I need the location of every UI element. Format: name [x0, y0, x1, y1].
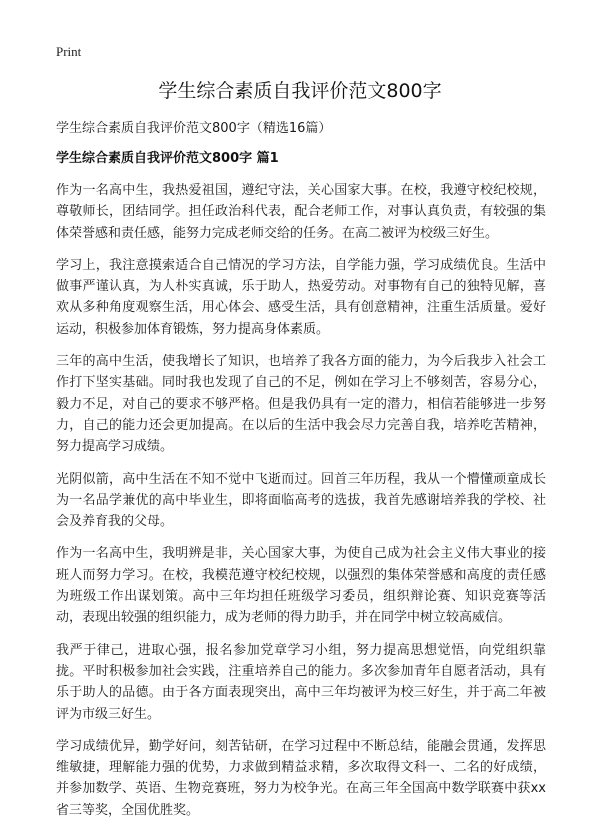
section-heading: 学生综合素质自我评价范文800字 篇1 [56, 151, 279, 166]
article-body [56, 180, 546, 832]
paragraph: 作为一名高中生，我热爱祖国，遵纪守法，关心国家大事。在校，我遵守校纪校规，尊敬师长，团结同学。担任政治科代表，配合老师工作，对事认真负责，有较强的集体荣誉感和责任感，能努力完成老师交给的任务。在高二被评为校级三好生。 [56, 183, 546, 241]
paragraph: 光阴似箭，高中生活在不知不觉中飞逝而过。回首三年历程，我从一个懵懂顽童成长为一名品学兼优的高中毕业生，即将面临高考的选拔，我首先感谢培养我的学校、社会及养育我的父母。 [56, 471, 546, 530]
document-subtitle: 学生综合素质自我评价范文800字（精选16篇） [56, 121, 332, 136]
paragraph: 学习成绩优异，勤学好问，刻苦钻研，在学习过程中不断总结，能融会贯通，发挥思维敏捷，理解能力强的优势，力求做到精益求精，多次取得文科一、二名的好成绩，并参加数学、英语、生物竞赛班，努力为校争光。在高三年全国高中数学联赛中获xx省三等奖，全国优胜奖。 [56, 738, 546, 818]
paragraph: 三年的高中生活，使我增长了知识，也培养了我各方面的能力，为今后我步入社会工作打下坚实基础。同时我也发现了自己的不足，例如在学习上不够刻苦，容易分心，毅力不足，对自己的要求不够严格。但是我仍具有一定的潜力，相信若能够进一步努力，自己的能力还会更加提高。在以后的生活中我会尽力完善自我，培养吃苦精神，努力提高学习成绩。 [56, 354, 546, 455]
page-title: 学生综合素质自我评价范文800字 [158, 80, 442, 102]
paragraph: 我严于律己，进取心强，报名参加党章学习小组，努力提高思想觉悟，向党组织靠拢。平时积极参加社会实践，注重培养自己的能力。多次参加青年自愿者活动，具有乐于助人的品德。由于各方面表现突出，高中三年均被评为校三好生，并于高二年被评为市级三好生。 [56, 642, 546, 722]
paragraph: 作为一名高中生，我明辨是非，关心国家大事，为使自己成为社会主义伟大事业的接班人而努力学习。在校，我模范遵守校纪校规，以强烈的集体荣誉感和高度的责任感为班级工作出谋划策。高中三年均担任班级学习委员，组织辩论赛、知识竞赛等活动，表现出较强的组织能力，成为老师的得力助手，并在同学中树立较高威信。 [56, 546, 546, 626]
paragraph: 学习上，我注意摸索适合自己情况的学习方法，自学能力强，学习成绩优良。生活中做事严谨认真，为人朴实真诚，乐于助人，热爱劳动。对事物有自己的独特见解，喜欢从多种角度观察生活，用心体会、感受生活，具有创意精神，注重生活质量。爱好运动，积极参加体育锻炼，努力提高身体素质。 [56, 257, 546, 337]
print-link[interactable]: Print [56, 44, 82, 59]
